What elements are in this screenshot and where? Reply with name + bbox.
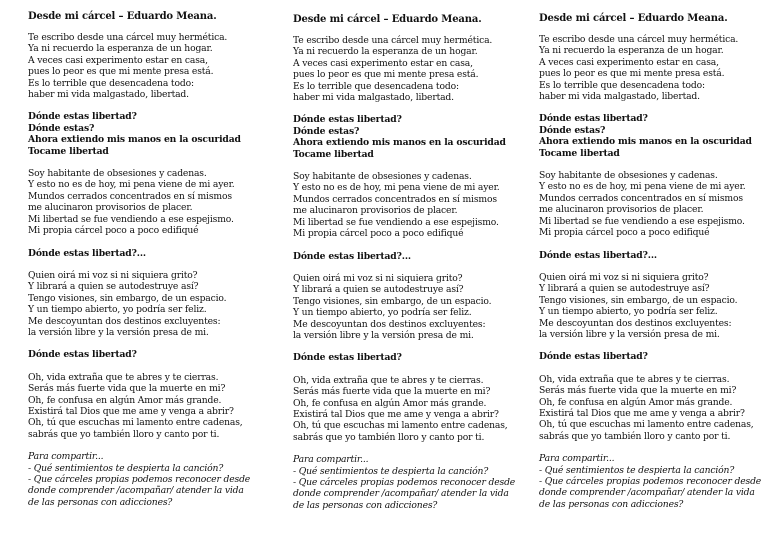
lyric-line: Oh, tú que escuchas mi lamento entre cadenas,	[539, 419, 754, 431]
lyric-line: Me descoyuntan dos destinos excluyentes:	[293, 318, 486, 330]
chorus-stanza	[28, 248, 254, 259]
lyric-line: A veces casi experimento estar en casa,	[28, 54, 208, 66]
lyric-line: Y un tiempo abierto, yo podría ser feliz.	[293, 307, 472, 319]
lyric-line: haber mi vida malgastado, libertad.	[293, 92, 454, 104]
lyric-line: Dónde estas?	[28, 122, 95, 134]
verse-stanza	[539, 170, 765, 238]
lyric-line: pues lo peor es que mi mente presa está.	[539, 68, 725, 80]
lyric-line: Oh, vida extraña que te abres y te cierras.	[293, 374, 484, 386]
lyric-line: Serás más fuerte vida que la muerte en mi?	[539, 385, 737, 397]
lyric-line: Y librará a quien se autodestruye así?	[293, 284, 464, 296]
lyric-line: Existirá tal Dios que me ame y venga a abrir?	[28, 405, 234, 417]
lyric-line: Serás más fuerte vida que la muerte en mi?	[293, 386, 491, 398]
verse-stanza	[293, 171, 519, 239]
lyric-line: sabrás que yo también lloro y canto por ti.	[293, 431, 485, 443]
lyric-line: Y esto no es de hoy, mi pena viene de mi ayer.	[28, 179, 235, 191]
lyrics-column-2	[293, 14, 519, 522]
lyric-line: Dónde estas libertad?	[293, 352, 402, 364]
lyric-line: Y esto no es de hoy, mi pena viene de mi ayer.	[539, 181, 746, 193]
lyric-line: A veces casi experimento estar en casa,	[293, 57, 473, 69]
lyric-line: Mi libertad se fue vendiendo a ese espejismo.	[539, 215, 745, 227]
lyric-line: Te escribo desde una cárcel muy hermética.	[28, 32, 228, 43]
lyric-line: Quien oirá mi voz si ni siquiera grito?	[28, 269, 198, 281]
lyric-line: la versión libre y la versión presa de mi.	[293, 329, 474, 341]
lyric-line: Soy habitante de obsesiones y cadenas.	[293, 171, 472, 183]
lyric-line: Oh, tú que escuchas mi lamento entre cadenas,	[293, 420, 508, 432]
lyric-line: Oh, tú que escuchas mi lamento entre cadenas,	[28, 417, 243, 429]
lyric-line: Y un tiempo abierto, yo podría ser feliz.	[539, 306, 718, 318]
lyric-line: Ya ni recuerdo la esperanza de un hogar.	[293, 46, 478, 58]
lyric-line: Dónde estas libertad?...	[539, 249, 657, 261]
lyric-line: Dónde estas libertad?	[28, 111, 137, 123]
lyric-line: Mi propia cárcel poco a poco edifiqué	[539, 227, 710, 239]
verse-stanza	[28, 32, 254, 100]
chorus-stanza	[293, 251, 519, 262]
lyric-line: Existirá tal Dios que me ame y venga a abrir?	[539, 407, 745, 419]
lyric-line: Existirá tal Dios que me ame y venga a abrir?	[293, 408, 499, 420]
lyric-line: Oh, vida extraña que te abres y te cierras.	[539, 373, 730, 385]
lyric-line: Oh, fe confusa en algún Amor más grande.	[293, 397, 487, 409]
lyric-line: Oh, fe confusa en algún Amor más grande.	[539, 396, 733, 408]
lyric-line: la versión libre y la versión presa de mi.	[28, 326, 209, 338]
lyric-line: Ya ni recuerdo la esperanza de un hogar.	[539, 45, 724, 57]
lyric-line: Y librará a quien se autodestruye así?	[28, 281, 199, 293]
chorus-stanza	[28, 349, 254, 360]
lyric-line: Soy habitante de obsesiones y cadenas.	[28, 168, 207, 180]
chorus-stanza	[539, 351, 765, 362]
lyric-line: Te escribo desde una cárcel muy hermética.	[539, 34, 739, 45]
verse-stanza	[28, 270, 254, 338]
question-line: - Que cárceles propias podemos reconocer desde	[293, 477, 516, 488]
question-line: - Qué sentimientos te despierta la canción?	[539, 464, 735, 476]
lyric-line: Mundos cerrados concentrados en sí mismos	[28, 190, 232, 202]
verse-stanza	[539, 34, 765, 102]
lyric-line: Dónde estas libertad?	[28, 349, 137, 361]
song-title: Desde mi cárcel – Eduardo Meana.	[293, 14, 482, 25]
lyric-line: Tengo visiones, sin embargo, de un espacio.	[28, 292, 227, 304]
lyric-line: Mi propia cárcel poco a poco edifiqué	[28, 225, 199, 237]
lyric-line: pues lo peor es que mi mente presa está.	[293, 69, 479, 81]
lyric-line: Y librará a quien se autodestruye así?	[539, 283, 710, 295]
lyric-line: Te escribo desde una cárcel muy hermética.	[293, 35, 493, 46]
lyric-line: Dónde estas libertad?	[539, 113, 648, 125]
lyric-line: me alucinaron provisorios de placer.	[293, 205, 458, 217]
lyric-line: Dónde estas?	[293, 125, 360, 137]
lyric-line: Ahora extiendo mis manos en la oscuridad	[28, 134, 241, 146]
question-line: - Qué sentimientos te despierta la canción?	[293, 465, 489, 477]
lyric-line: Tengo visiones, sin embargo, de un espacio.	[293, 295, 492, 307]
question-line: Para compartir...	[293, 454, 369, 466]
question-line: de las personas con adicciones?	[293, 499, 438, 511]
lyrics-column-1	[28, 11, 254, 519]
lyric-line: Mi libertad se fue vendiendo a ese espejismo.	[28, 213, 234, 225]
lyric-line: Oh, fe confusa en algún Amor más grande.	[28, 394, 222, 406]
question-line: donde comprender /acompañar/ atender la vida	[28, 485, 244, 497]
song-title: Desde mi cárcel – Eduardo Meana.	[539, 13, 728, 24]
lyric-line: Mundos cerrados concentrados en sí mismos	[293, 193, 497, 205]
lyric-line: Soy habitante de obsesiones y cadenas.	[539, 170, 718, 182]
lyric-line: sabrás que yo también lloro y canto por ti.	[28, 428, 220, 440]
chorus-stanza	[293, 352, 519, 363]
question-line: donde comprender /acompañar/ atender la vida	[539, 487, 755, 499]
chorus-stanza	[293, 114, 519, 160]
lyric-line: Ahora extiendo mis manos en la oscuridad	[539, 136, 752, 148]
question-line: - Que cárceles propias podemos reconocer desde	[28, 474, 251, 485]
song-title: Desde mi cárcel – Eduardo Meana.	[28, 11, 217, 22]
lyric-line: Me descoyuntan dos destinos excluyentes:	[539, 317, 732, 329]
discussion-questions	[28, 451, 254, 508]
question-line: - Que cárceles propias podemos reconocer desde	[539, 476, 762, 487]
lyric-line: Quien oirá mi voz si ni siquiera grito?	[293, 272, 463, 284]
lyric-line: Oh, vida extraña que te abres y te cierras.	[28, 371, 219, 383]
lyric-line: haber mi vida malgastado, libertad.	[28, 89, 189, 101]
lyric-line: me alucinaron provisorios de placer.	[28, 202, 193, 214]
lyric-line: Tocame libertad	[539, 147, 620, 159]
lyric-line: Tengo visiones, sin embargo, de un espacio.	[539, 294, 738, 306]
lyric-line: Es lo terrible que desencadena todo:	[28, 77, 194, 89]
lyric-line: Me descoyuntan dos destinos excluyentes:	[28, 315, 221, 327]
lyric-line: Ya ni recuerdo la esperanza de un hogar.	[28, 43, 213, 55]
lyric-line: Es lo terrible que desencadena todo:	[539, 79, 705, 91]
verse-stanza	[293, 273, 519, 341]
lyrics-column-3	[539, 13, 765, 521]
lyric-line: Y un tiempo abierto, yo podría ser feliz.	[28, 304, 207, 316]
lyric-line: Tocame libertad	[293, 148, 374, 160]
discussion-questions	[293, 454, 519, 511]
lyric-line: Y esto no es de hoy, mi pena viene de mi ayer.	[293, 182, 500, 194]
lyric-line: sabrás que yo también lloro y canto por ti.	[539, 430, 731, 442]
lyric-line: Es lo terrible que desencadena todo:	[293, 80, 459, 92]
lyric-line: Dónde estas libertad?	[539, 351, 648, 363]
chorus-stanza	[539, 250, 765, 261]
lyric-line: Quien oirá mi voz si ni siquiera grito?	[539, 271, 709, 283]
lyric-line: pues lo peor es que mi mente presa está.	[28, 66, 214, 78]
lyric-line: Serás más fuerte vida que la muerte en mi?	[28, 383, 226, 395]
lyric-line: Dónde estas libertad?...	[28, 247, 146, 259]
verse-stanza	[293, 35, 519, 103]
verse-stanza	[28, 168, 254, 236]
verse-stanza	[539, 272, 765, 340]
lyric-line: Dónde estas libertad?...	[293, 250, 411, 262]
lyric-line: me alucinaron provisorios de placer.	[539, 204, 704, 216]
lyric-line: A veces casi experimento estar en casa,	[539, 56, 719, 68]
lyric-line: haber mi vida malgastado, libertad.	[539, 91, 700, 103]
lyric-line: Mi propia cárcel poco a poco edifiqué	[293, 228, 464, 240]
discussion-questions	[539, 453, 765, 510]
lyric-line: Tocame libertad	[28, 145, 109, 157]
chorus-stanza	[539, 113, 765, 159]
question-line: Para compartir...	[539, 453, 615, 465]
question-line: de las personas con adicciones?	[539, 498, 684, 510]
lyric-line: Mi libertad se fue vendiendo a ese espejismo.	[293, 216, 499, 228]
verse-stanza	[28, 372, 254, 440]
question-line: de las personas con adicciones?	[28, 496, 173, 508]
lyric-line: la versión libre y la versión presa de mi.	[539, 328, 720, 340]
question-line: - Qué sentimientos te despierta la canción?	[28, 462, 224, 474]
lyric-line: Mundos cerrados concentrados en sí mismos	[539, 192, 743, 204]
lyric-line: Dónde estas?	[539, 124, 606, 136]
question-line: donde comprender /acompañar/ atender la vida	[293, 488, 509, 500]
lyric-line: Dónde estas libertad?	[293, 114, 402, 126]
question-line: Para compartir...	[28, 451, 104, 463]
verse-stanza	[293, 375, 519, 443]
verse-stanza	[539, 374, 765, 442]
chorus-stanza	[28, 111, 254, 157]
lyric-line: Ahora extiendo mis manos en la oscuridad	[293, 137, 506, 149]
